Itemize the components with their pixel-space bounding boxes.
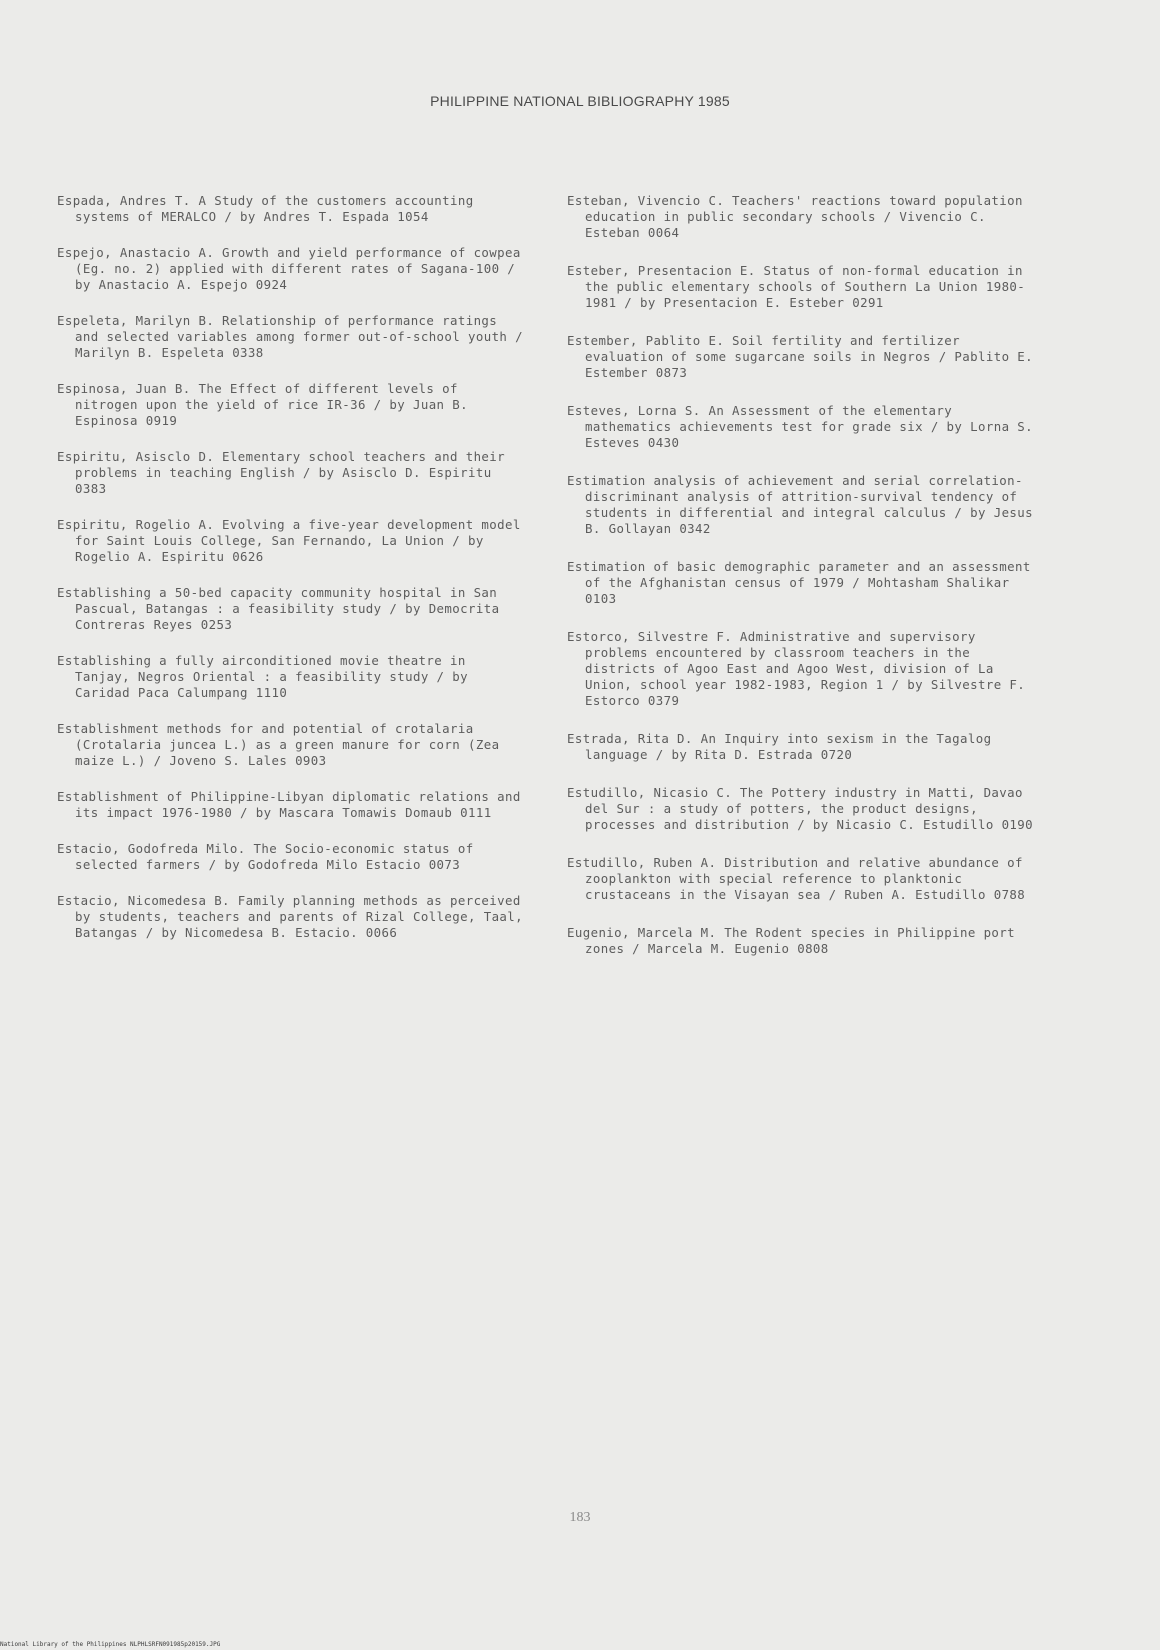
bibliography-entry: Estrada, Rita D. An Inquiry into sexism in the Tagalog language / by Rita D. Estrada 0720 — [567, 731, 1000, 762]
bibliography-entry: Estorco, Silvestre F. Administrative and supervisory problems encountered by classroom teachers in the districts of Agoo East and Agoo West, division of La Union, school year 1982-1983, Region 1 / by Silvestre F. Estorco 0379 — [567, 629, 1034, 708]
bibliography-entry: Espejo, Anastacio A. Growth and yield performance of cowpea (Eg. no. 2) applied with different rates of Sagana-100 / by Anastacio A. Espejo 0924 — [57, 245, 529, 292]
bibliography-entry: Esteban, Vivencio C. Teachers' reactions toward population education in public secondary schools / Vivencio C. Esteban 0064 — [567, 193, 1031, 240]
bibliography-entry: Establishing a fully airconditioned movie theatre in Tanjay, Negros Oriental : a feasibility study / by Caridad Paca Calumpang 1110 — [57, 653, 476, 700]
bibliography-entry: Establishing a 50-bed capacity community hospital in San Pascual, Batangas : a feasibility study / by Democrita Contreras Reyes 0253 — [57, 585, 508, 632]
bibliography-entry: Espiritu, Rogelio A. Evolving a five-year development model for Saint Louis College, San Fernando, La Union / by Rogelio A. Espiritu 0626 — [57, 517, 529, 564]
page-number: 183 — [569, 1510, 591, 1525]
bibliography-column-right — [567, 193, 1041, 979]
bibliography-entry: Estimation of basic demographic parameter and an assessment of the Afghanistan census of 1979 / Mohtasham Shalikar 0103 — [567, 559, 1039, 606]
page-title: PHILIPPINE NATIONAL BIBLIOGRAPHY 1985 — [430, 93, 730, 109]
bibliography-entry: Estimation analysis of achievement and serial correlation-discriminant analysis of attrition-survival tendency of students in differential and integral calculus / by Jesus B. Gollayan 0342 — [567, 473, 1041, 536]
bibliography-entry: Esteber, Presentacion E. Status of non-formal education in the public elementary schools of Southern La Union 1980-1981 / by Presentacion E. Esteber 0291 — [567, 263, 1031, 310]
bibliography-entry: Espinosa, Juan B. The Effect of different levels of nitrogen upon the yield of rice IR-36 / by Juan B. Espinosa 0919 — [57, 381, 476, 428]
bibliography-entry: Estudillo, Nicasio C. The Pottery industry in Matti, Davao del Sur : a study of potters, the product designs, processes and distribution / by Nicasio C. Estudillo 0190 — [567, 785, 1034, 832]
bibliography-entry: Espeleta, Marilyn B. Relationship of performance ratings and selected variables among former out-of-school youth / Marilyn B. Espeleta 0338 — [57, 313, 531, 360]
bibliography-entry: Estacio, Nicomedesa B. Family planning methods as perceived by students, teachers and parents of Rizal College, Taal, Batangas / by Nicomedesa B. Estacio. 0066 — [57, 893, 531, 940]
bibliography-entry: Eugenio, Marcela M. The Rodent species in Philippine port zones / Marcela M. Eugenio 0808 — [567, 925, 1023, 956]
bibliography-entry: Estacio, Godofreda Milo. The Socio-economic status of selected farmers / by Godofreda Milo Estacio 0073 — [57, 841, 482, 872]
bibliography-entry: Espiritu, Asisclo D. Elementary school teachers and their problems in teaching English / by Asisclo D. Espiritu 0383 — [57, 449, 513, 496]
bibliography-entry: Establishment methods for and potential of crotalaria (Crotalaria juncea L.) as a green manure for corn (Zea maize L.) / Joveno S. Lales 0903 — [57, 721, 508, 768]
bibliography-entry: Esteves, Lorna S. An Assessment of the elementary mathematics achievements test for grade six / by Lorna S. Esteves 0430 — [567, 403, 1041, 450]
scan-credit: National Library of the Philippines NLPHLSRFN091985p20159.JPG — [0, 1641, 221, 1648]
bibliography-entry: Estember, Pablito E. Soil fertility and fertilizer evaluation of some sugarcane soils in Negros / Pablito E. Estember 0873 — [567, 333, 1041, 380]
bibliography-column-left — [57, 193, 531, 961]
bibliography-entry: Estudillo, Ruben A. Distribution and relative abundance of zooplankton with special reference to planktonic crustaceans in the Visayan sea / Ruben A. Estudillo 0788 — [567, 855, 1031, 902]
bibliography-entry: Espada, Andres T. A Study of the customers accounting systems of MERALCO / by Andres T. Espada 1054 — [57, 193, 482, 224]
bibliography-entry: Establishment of Philippine-Libyan diplomatic relations and its impact 1976-1980 / by Mascara Tomawis Domaub 0111 — [57, 789, 529, 820]
